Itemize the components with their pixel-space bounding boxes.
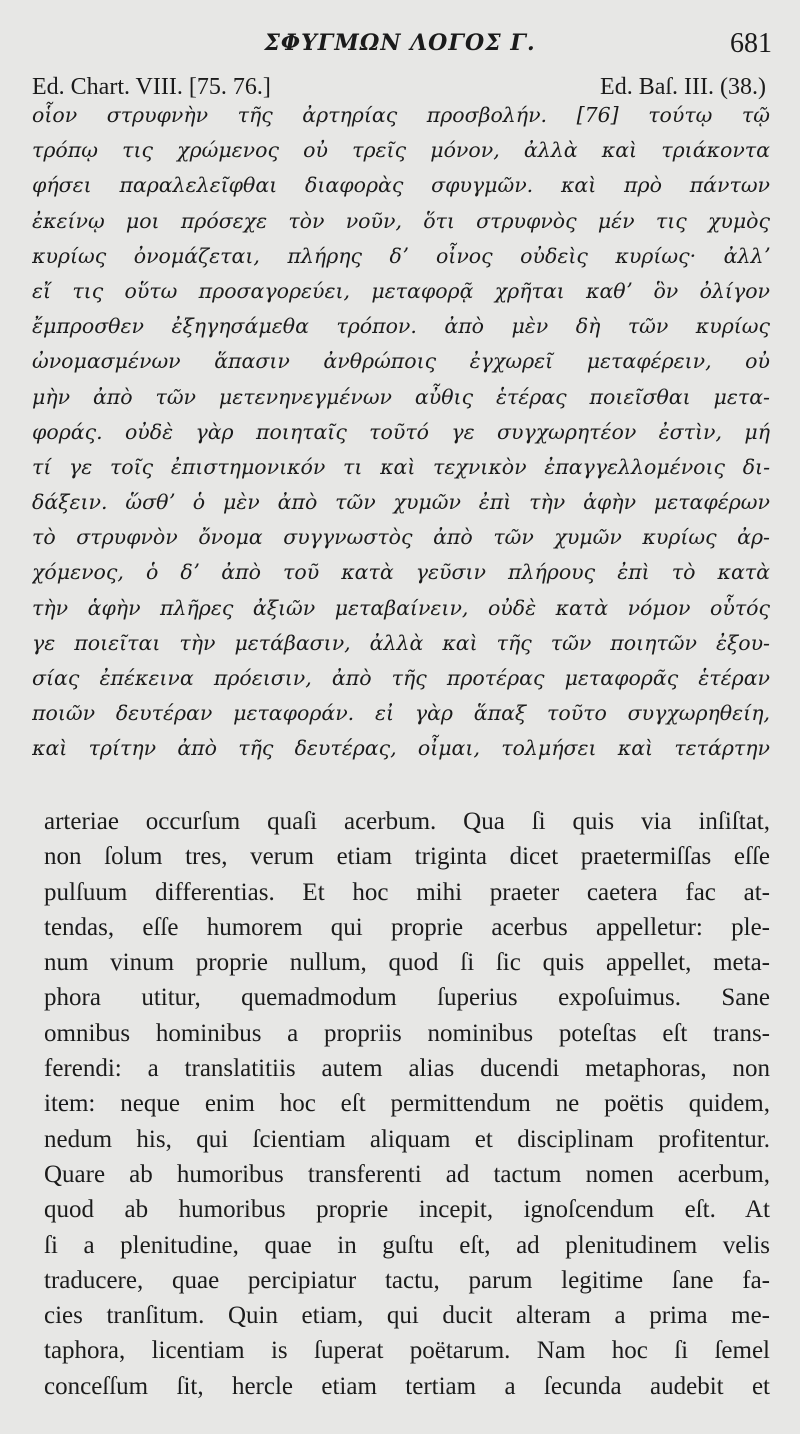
greek-text-line: τὸ στρυφνὸν ὄνομα συγγνωστὸς ἀπὸ τῶν χυμῶν κυρίως ἀρ- (32, 525, 770, 550)
greek-text-line: καὶ τρίτην ἀπὸ τῆς δευτέρας, οἶμαι, τολμήσει καὶ τετάρτην (32, 736, 770, 761)
greek-text-line: τὴν ἁφὴν πλῆρες ἀξιῶν μεταβαίνειν, οὐδὲ κατὰ νόμον οὗτός (32, 595, 770, 620)
latin-text-line: traducere, quae percipiatur tactu, parum legitime ſane fa- (44, 1266, 770, 1294)
greek-text-line: μὴν ἀπὸ τῶν μετενηνεγμένων αὖθις ἑτέρας ποιεῖσθαι μετα- (32, 384, 770, 409)
greek-text-line: σίας ἐπέκεινα πρόεισιν, ἀπὸ τῆς προτέρας μεταφορᾶς ἑτέραν (32, 666, 770, 690)
latin-text-line: num vinum proprie nullum, quod ſi ſic quis appellet, meta- (44, 949, 770, 977)
latin-text-line: cies tranſitum. Quin etiam, qui ducit alteram a prima me- (44, 1302, 770, 1330)
edition-chart-reference: Ed. Chart. VIII. [75. 76.] (32, 74, 271, 100)
greek-text-line: ἔμπροσθεν ἐξηγησάμεθα τρόπον. ἀπὸ μὲν δὴ τῶν κυρίως (32, 314, 770, 339)
greek-text-line: φοράς. οὐδὲ γὰρ ποιηταῖς τοῦτό γε συγχωρητέον ἐστὶν, μή (32, 419, 770, 444)
running-title: ΣΦΥΓΜΩΝ ΛΟΓΟΣ Γ. (264, 30, 536, 56)
greek-text-line: τί γε τοῖς ἐπιστημονικόν τι καὶ τεχνικὸν ἐπαγγελλομένοις δι- (32, 454, 770, 479)
latin-text-line: conceſſum ſit, hercle etiam tertiam a ſecunda audebit et (44, 1372, 770, 1400)
greek-text-line: χόμενος, ὁ δʼ ἀπὸ τοῦ κατὰ γεῦσιν πλήρους ἐπὶ τὸ κατὰ (32, 560, 770, 585)
latin-text-line: pulſuum differentias. Et hoc mihi praeter caetera fac at- (44, 878, 770, 906)
greek-text-line: κυρίως ὀνομάζεται, πλήρης δʼ οἶνος οὐδεὶς κυρίως· ἀλλʼ (32, 243, 770, 268)
latin-text-column (44, 804, 770, 1404)
latin-text-line: ſi a plenitudine, quae in guſtu eſt, ad plenitudinem velis (44, 1231, 770, 1259)
latin-text-line: ferendi: a translatitiis autem alias ducendi metaphoras, non (44, 1055, 770, 1083)
latin-text-line: arteriae occurſum quaſi acerbum. Qua ſi quis via inſiſtat, (44, 808, 770, 835)
latin-text-line: Quare ab humoribus transferenti ad tactum nomen acerbum, (44, 1160, 770, 1188)
greek-text-line: φήσει παραλελεῖφθαι διαφορὰς σφυγμῶν. καὶ πρὸ πάντων (32, 173, 770, 198)
edition-basel-reference: Ed. Baſ. III. (38.) (600, 74, 766, 100)
greek-text-column (32, 98, 770, 767)
latin-text-line: non ſolum tres, verum etiam triginta dicet praetermiſſas eſſe (44, 843, 770, 871)
greek-text-line: γε ποιεῖται τὴν μετάβασιν, ἀλλὰ καὶ τῆς τῶν ποιητῶν ἐξου- (32, 630, 770, 655)
greek-text-line: δάξειν. ὥσθʼ ὁ μὲν ἀπὸ τῶν χυμῶν ἐπὶ τὴν ἁφὴν μεταφέρων (32, 490, 770, 515)
greek-text-line: ὠνομασμένων ἅπασιν ἀνθρώποις ἐγχωρεῖ μεταφέρειν, οὐ (32, 349, 770, 374)
latin-text-line: tendas, eſſe humorem qui proprie acerbus appelletur: ple- (44, 913, 770, 941)
latin-text-line: quod ab humoribus proprie incepit, ignoſcendum eſt. At (44, 1196, 770, 1224)
latin-text-line: phora utitur, quemadmodum ſuperius expoſuimus. Sane (44, 984, 770, 1012)
latin-text-line: nedum his, qui ſcientiam aliquam et disciplinam profitentur. (44, 1125, 770, 1153)
greek-text-line: εἴ τις οὕτω προσαγορεύει, μεταφορᾷ χρῆται καθʼ ὃν ὀλίγον (32, 278, 770, 303)
greek-text-line: τρόπῳ τις χρώμενος οὐ τρεῖς μόνον, ἀλλὰ καὶ τριάκοντα (32, 138, 770, 163)
greek-text-line: οἷον στρυφνὴν τῆς ἀρτηρίας προσβολήν. [76] τούτῳ τῷ (32, 103, 770, 127)
greek-text-line: ἐκείνῳ μοι πρόσεχε τὸν νοῦν, ὅτι στρυφνὸς μέν τις χυμὸς (32, 208, 770, 233)
latin-text-line: taphora, licentiam is ſuperat poëtarum. Nam hoc ſi ſemel (44, 1337, 770, 1365)
page-number: 681 (730, 28, 772, 59)
greek-text-line: ποιῶν δευτέραν μεταφοράν. εἰ γὰρ ἅπαξ τοῦτο συγχωρηθείη, (32, 701, 770, 726)
latin-text-line: item: neque enim hoc eſt permittendum ne poëtis quidem, (44, 1090, 770, 1118)
latin-text-line: omnibus hominibus a propriis nominibus poteſtas eſt trans- (44, 1019, 770, 1047)
